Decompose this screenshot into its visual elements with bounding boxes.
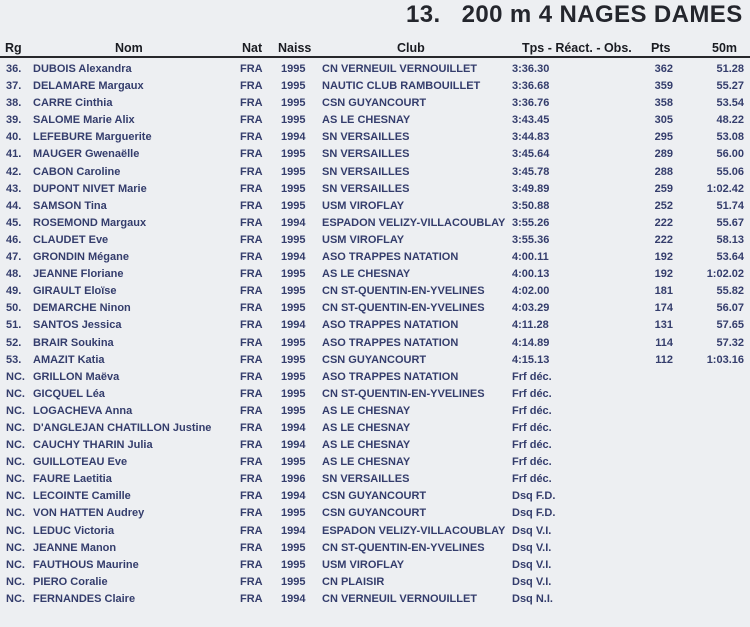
cell-time: 4:00.11 [512, 251, 549, 264]
table-row [0, 454, 750, 471]
event-number: 13. [406, 1, 441, 28]
table-row [0, 437, 750, 454]
cell-club: USM VIROFLAY [322, 233, 405, 246]
cell-swimmer-name: GRILLON Maëva [33, 370, 120, 383]
cell-rank: 50. [6, 302, 22, 315]
cell-swimmer-name: GIRAULT Eloïse [33, 285, 117, 298]
cell-club: SN VERSAILLES [322, 165, 410, 178]
cell-time: 4:14.89 [512, 336, 550, 349]
cell-club: CSN GUYANCOURT [322, 353, 427, 366]
table-row [0, 249, 750, 266]
cell-club: USM VIROFLAY [322, 199, 405, 212]
cell-swimmer-name: SANTOS Jessica [33, 319, 122, 332]
cell-rank: 52. [6, 336, 22, 349]
cell-rank: 44. [6, 199, 22, 212]
cell-nationality: FRA [240, 302, 263, 315]
table-row [0, 403, 750, 420]
cell-rank: 48. [6, 268, 22, 281]
cell-swimmer-name: DUBOIS Alexandra [33, 63, 132, 75]
cell-rank: NC. [6, 456, 25, 469]
cell-points: 114 [655, 336, 673, 349]
cell-club: ESPADON VELIZY-VILLACOUBLAY [322, 216, 506, 229]
cell-rank: NC. [6, 387, 25, 400]
cell-swimmer-name: DUPONT NIVET Marie [33, 182, 147, 195]
cell-swimmer-name: JEANNE Manon [33, 541, 117, 554]
cell-birth-year: 1995 [281, 148, 306, 161]
cell-birth-year: 1995 [281, 336, 306, 349]
col-header-time: Tps - Réact. - Obs. [522, 41, 632, 55]
cell-club: NAUTIC CLUB RAMBOUILLET [322, 80, 481, 93]
cell-birth-year: 1995 [281, 233, 306, 246]
cell-rank: 40. [6, 131, 22, 144]
cell-time: Frf déc. [512, 456, 552, 469]
cell-club: AS LE CHESNAY [322, 404, 411, 417]
cell-swimmer-name: VON HATTEN Audrey [33, 507, 145, 520]
cell-time: Frf déc. [512, 473, 552, 486]
cell-nationality: FRA [240, 456, 263, 469]
cell-club: CSN GUYANCOURT [322, 97, 427, 110]
cell-time: 3:36.76 [512, 97, 550, 110]
table-row [0, 146, 750, 163]
cell-time: 3:44.83 [512, 131, 550, 144]
cell-nationality: FRA [240, 370, 263, 383]
cell-birth-year: 1994 [281, 251, 306, 264]
cell-points: 181 [654, 285, 673, 298]
cell-nationality: FRA [240, 490, 263, 503]
cell-rank: 39. [6, 114, 22, 127]
cell-rank: 53. [6, 353, 22, 366]
cell-points: 222 [654, 216, 673, 229]
cell-time: 3:45.78 [512, 165, 550, 178]
header-divider [0, 56, 750, 58]
cell-club: CN ST-QUENTIN-EN-YVELINES [322, 541, 485, 554]
cell-swimmer-name: AMAZIT Katia [33, 353, 105, 366]
cell-time: 3:45.64 [512, 148, 550, 161]
cell-swimmer-name: FAURE Laetitia [33, 473, 112, 486]
cell-club: AS LE CHESNAY [322, 268, 411, 281]
cell-birth-year: 1994 [281, 490, 306, 503]
cell-birth-year: 1995 [281, 114, 306, 127]
table-row [0, 505, 750, 522]
cell-club: CSN GUYANCOURT [322, 507, 427, 520]
cell-rank: NC. [6, 558, 25, 571]
table-row [0, 369, 750, 386]
cell-time: 4:03.29 [512, 302, 550, 315]
cell-swimmer-name: PIERO Coralie [33, 575, 108, 588]
cell-rank: 37. [6, 80, 22, 93]
cell-club: CN VERNEUIL VERNOUILLET [322, 63, 478, 75]
cell-rank: NC. [6, 439, 25, 452]
cell-swimmer-name: LECOINTE Camille [33, 490, 131, 503]
cell-rank: 43. [6, 182, 22, 195]
cell-swimmer-name: CABON Caroline [33, 165, 121, 178]
cell-time: 3:55.26 [512, 216, 550, 229]
cell-club: CN ST-QUENTIN-EN-YVELINES [322, 387, 485, 400]
cell-club: AS LE CHESNAY [322, 439, 411, 452]
cell-points: 192 [654, 268, 673, 281]
cell-50m-split: 55.06 [716, 165, 744, 178]
cell-nationality: FRA [240, 97, 263, 110]
cell-50m-split: 53.08 [716, 131, 744, 144]
cell-club: CN ST-QUENTIN-EN-YVELINES [322, 302, 485, 315]
cell-swimmer-name: LEDUC Victoria [33, 524, 115, 537]
cell-time: 4:11.28 [512, 319, 549, 332]
cell-points: 362 [654, 63, 673, 75]
cell-club: ASO TRAPPES NATATION [322, 370, 459, 383]
table-row [0, 129, 750, 146]
cell-nationality: FRA [240, 131, 263, 144]
cell-time: Dsq F.D. [512, 490, 556, 503]
cell-rank: NC. [6, 575, 25, 588]
cell-birth-year: 1995 [281, 165, 306, 178]
cell-rank: 45. [6, 216, 22, 229]
cell-birth-year: 1995 [281, 404, 306, 417]
cell-birth-year: 1994 [281, 421, 306, 434]
cell-swimmer-name: GRONDIN Mégane [33, 251, 129, 264]
cell-50m-split: 1:02.42 [706, 182, 744, 195]
cell-points: 174 [654, 302, 673, 315]
cell-nationality: FRA [240, 285, 263, 298]
cell-time: Frf déc. [512, 387, 552, 400]
cell-rank: NC. [6, 524, 25, 537]
cell-rank: 38. [6, 97, 22, 110]
cell-birth-year: 1994 [281, 131, 306, 144]
table-row [0, 420, 750, 437]
cell-rank: 51. [6, 319, 22, 332]
cell-50m-split: 56.07 [716, 302, 744, 315]
cell-birth-year: 1995 [281, 456, 306, 469]
cell-rank: NC. [6, 473, 25, 486]
cell-50m-split: 55.67 [716, 216, 744, 229]
table-row [0, 488, 750, 505]
cell-nationality: FRA [240, 353, 263, 366]
col-header-nat: Nat [242, 41, 263, 55]
cell-club: SN VERSAILLES [322, 131, 410, 144]
table-row [0, 78, 750, 95]
col-header-split: 50m [712, 41, 738, 55]
cell-club: ESPADON VELIZY-VILLACOUBLAY [322, 524, 506, 537]
cell-nationality: FRA [240, 233, 263, 246]
cell-club: CN VERNEUIL VERNOUILLET [322, 592, 478, 605]
cell-time: 4:15.13 [512, 353, 550, 366]
table-row [0, 198, 750, 215]
cell-swimmer-name: SALOME Marie Alix [33, 114, 135, 127]
cell-50m-split: 55.82 [716, 285, 744, 298]
cell-points: 358 [654, 97, 673, 110]
cell-club: USM VIROFLAY [322, 558, 405, 571]
col-header-naiss: Naiss [278, 41, 312, 55]
cell-swimmer-name: BRAIR Soukina [33, 336, 114, 349]
cell-birth-year: 1994 [281, 319, 306, 332]
cell-rank: NC. [6, 370, 25, 383]
cell-time: Dsq V.I. [512, 524, 552, 537]
cell-time: 3:55.36 [512, 233, 550, 246]
col-header-pts: Pts [651, 41, 671, 55]
cell-club: ASO TRAPPES NATATION [322, 336, 459, 349]
cell-50m-split: 56.00 [716, 148, 744, 161]
cell-time: Dsq V.I. [512, 575, 552, 588]
cell-nationality: FRA [240, 387, 263, 400]
cell-swimmer-name: CARRE Cinthia [33, 97, 113, 110]
table-row [0, 283, 750, 300]
table-row [0, 215, 750, 232]
cell-club: SN VERSAILLES [322, 182, 410, 195]
cell-nationality: FRA [240, 575, 263, 588]
cell-time: 3:36.30 [512, 63, 550, 75]
cell-time: 4:02.00 [512, 285, 550, 298]
cell-birth-year: 1995 [281, 268, 306, 281]
table-row [0, 112, 750, 129]
cell-nationality: FRA [240, 524, 263, 537]
table-row [0, 232, 750, 249]
table-row [0, 300, 750, 317]
cell-50m-split: 51.74 [716, 199, 744, 212]
cell-nationality: FRA [240, 182, 263, 195]
col-header-club: Club [397, 41, 425, 55]
cell-time: 3:49.89 [512, 182, 550, 195]
cell-birth-year: 1995 [281, 558, 306, 571]
cell-swimmer-name: GICQUEL Léa [33, 387, 105, 400]
table-row [0, 95, 750, 112]
cell-rank: NC. [6, 490, 25, 503]
cell-points: 359 [654, 80, 673, 93]
cell-nationality: FRA [240, 80, 263, 93]
cell-rank: NC. [6, 404, 25, 417]
col-header-rank: Rg [5, 41, 22, 55]
cell-50m-split: 57.32 [716, 336, 744, 349]
table-row [0, 181, 750, 198]
cell-nationality: FRA [240, 165, 263, 178]
table-row [0, 557, 750, 574]
cell-swimmer-name: SAMSON Tina [33, 199, 107, 212]
cell-swimmer-name: LOGACHEVA Anna [33, 404, 133, 417]
table-row [0, 317, 750, 334]
cell-nationality: FRA [240, 421, 263, 434]
cell-birth-year: 1995 [281, 507, 306, 520]
cell-nationality: FRA [240, 148, 263, 161]
cell-nationality: FRA [240, 319, 263, 332]
cell-swimmer-name: JEANNE Floriane [33, 268, 124, 281]
cell-nationality: FRA [240, 216, 263, 229]
cell-birth-year: 1995 [281, 199, 306, 212]
cell-club: SN VERSAILLES [322, 473, 410, 486]
cell-rank: 41. [6, 148, 22, 161]
cell-nationality: FRA [240, 473, 263, 486]
table-row [0, 574, 750, 591]
cell-points: 289 [654, 148, 673, 161]
cell-time: 4:00.13 [512, 268, 550, 281]
cell-birth-year: 1995 [281, 285, 306, 298]
cell-swimmer-name: DEMARCHE Ninon [33, 302, 131, 315]
cell-time: Frf déc. [512, 421, 552, 434]
results-table [0, 61, 750, 608]
cell-points: 305 [654, 114, 673, 127]
cell-swimmer-name: FERNANDES Claire [33, 592, 136, 605]
cell-swimmer-name: MAUGER Gwenaëlle [33, 148, 140, 161]
cell-birth-year: 1995 [281, 541, 306, 554]
table-row [0, 352, 750, 369]
cell-50m-split: 1:02.02 [706, 268, 744, 281]
cell-points: 131 [654, 319, 673, 332]
cell-rank: 49. [6, 285, 22, 298]
table-row [0, 386, 750, 403]
cell-nationality: FRA [240, 592, 263, 605]
cell-50m-split: 58.13 [716, 233, 744, 246]
table-row [0, 266, 750, 283]
cell-birth-year: 1994 [281, 524, 306, 537]
cell-rank: NC. [6, 541, 25, 554]
cell-swimmer-name: LEFEBURE Marguerite [33, 131, 152, 144]
cell-time: Dsq N.I. [512, 592, 553, 605]
cell-birth-year: 1994 [281, 592, 306, 605]
cell-nationality: FRA [240, 404, 263, 417]
cell-nationality: FRA [240, 336, 263, 349]
cell-rank: NC. [6, 421, 25, 434]
cell-50m-split: 48.22 [716, 114, 744, 127]
cell-club: CSN GUYANCOURT [322, 490, 427, 503]
cell-50m-split: 53.54 [716, 97, 744, 110]
cell-birth-year: 1995 [281, 353, 306, 366]
cell-time: Dsq V.I. [512, 558, 552, 571]
cell-time: 3:50.88 [512, 199, 550, 212]
cell-time: 3:43.45 [512, 114, 550, 127]
cell-points: 259 [654, 182, 673, 195]
cell-club: CN PLAISIR [322, 575, 385, 588]
cell-50m-split: 57.65 [716, 319, 744, 332]
cell-rank: 42. [6, 165, 22, 178]
cell-nationality: FRA [240, 541, 263, 554]
table-row [0, 591, 750, 608]
cell-club: AS LE CHESNAY [322, 456, 411, 469]
cell-50m-split: 53.64 [716, 251, 744, 264]
table-row [0, 471, 750, 488]
cell-swimmer-name: ROSEMOND Margaux [33, 216, 147, 229]
cell-swimmer-name: DELAMARE Margaux [33, 80, 144, 93]
cell-rank: NC. [6, 592, 25, 605]
cell-50m-split: 1:03.16 [706, 353, 744, 366]
cell-nationality: FRA [240, 268, 263, 281]
cell-rank: 47. [6, 251, 22, 264]
cell-points: 222 [654, 233, 673, 246]
cell-nationality: FRA [240, 507, 263, 520]
cell-time: 3:36.68 [512, 80, 550, 93]
table-row [0, 540, 750, 557]
cell-50m-split: 51.28 [716, 63, 744, 75]
cell-birth-year: 1995 [281, 80, 306, 93]
table-row [0, 523, 750, 540]
cell-nationality: FRA [240, 114, 263, 127]
event-name: 200 m 4 NAGES DAMES [461, 1, 743, 28]
cell-birth-year: 1995 [281, 97, 306, 110]
cell-birth-year: 1995 [281, 575, 306, 588]
cell-nationality: FRA [240, 558, 263, 571]
cell-time: Frf déc. [512, 404, 552, 417]
cell-time: Dsq F.D. [512, 507, 556, 520]
cell-swimmer-name: CLAUDET Eve [33, 233, 109, 246]
cell-nationality: FRA [240, 63, 263, 75]
cell-points: 192 [654, 251, 673, 264]
cell-club: CN ST-QUENTIN-EN-YVELINES [322, 285, 485, 298]
table-row [0, 335, 750, 352]
cell-club: AS LE CHESNAY [322, 114, 411, 127]
cell-nationality: FRA [240, 199, 263, 212]
cell-birth-year: 1994 [281, 216, 306, 229]
cell-birth-year: 1995 [281, 302, 306, 315]
table-row [0, 164, 750, 181]
cell-birth-year: 1994 [281, 439, 306, 452]
cell-rank: NC. [6, 507, 25, 520]
cell-rank: 46. [6, 233, 22, 246]
cell-club: SN VERSAILLES [322, 148, 410, 161]
event-title [406, 1, 743, 29]
cell-birth-year: 1995 [281, 182, 306, 195]
cell-club: AS LE CHESNAY [322, 421, 411, 434]
cell-swimmer-name: GUILLOTEAU Eve [33, 456, 128, 469]
cell-points: 295 [654, 131, 673, 144]
cell-points: 288 [654, 165, 673, 178]
cell-points: 112 [655, 353, 673, 366]
cell-time: Frf déc. [512, 370, 552, 383]
cell-swimmer-name: FAUTHOUS Maurine [33, 558, 139, 571]
cell-club: ASO TRAPPES NATATION [322, 319, 459, 332]
cell-50m-split: 55.27 [716, 80, 744, 93]
cell-birth-year: 1996 [281, 473, 306, 486]
cell-swimmer-name: CAUCHY THARIN Julia [33, 439, 153, 452]
cell-birth-year: 1995 [281, 387, 306, 400]
cell-rank: 36. [6, 63, 22, 75]
cell-nationality: FRA [240, 251, 263, 264]
cell-birth-year: 1995 [281, 63, 306, 75]
cell-swimmer-name: D'ANGLEJAN CHATILLON Justine [33, 421, 212, 434]
cell-club: ASO TRAPPES NATATION [322, 251, 459, 264]
cell-birth-year: 1995 [281, 370, 306, 383]
col-header-name: Nom [115, 41, 143, 55]
table-row [0, 61, 750, 78]
cell-nationality: FRA [240, 439, 263, 452]
cell-time: Frf déc. [512, 439, 552, 452]
cell-points: 252 [654, 199, 673, 212]
cell-time: Dsq V.I. [512, 541, 552, 554]
